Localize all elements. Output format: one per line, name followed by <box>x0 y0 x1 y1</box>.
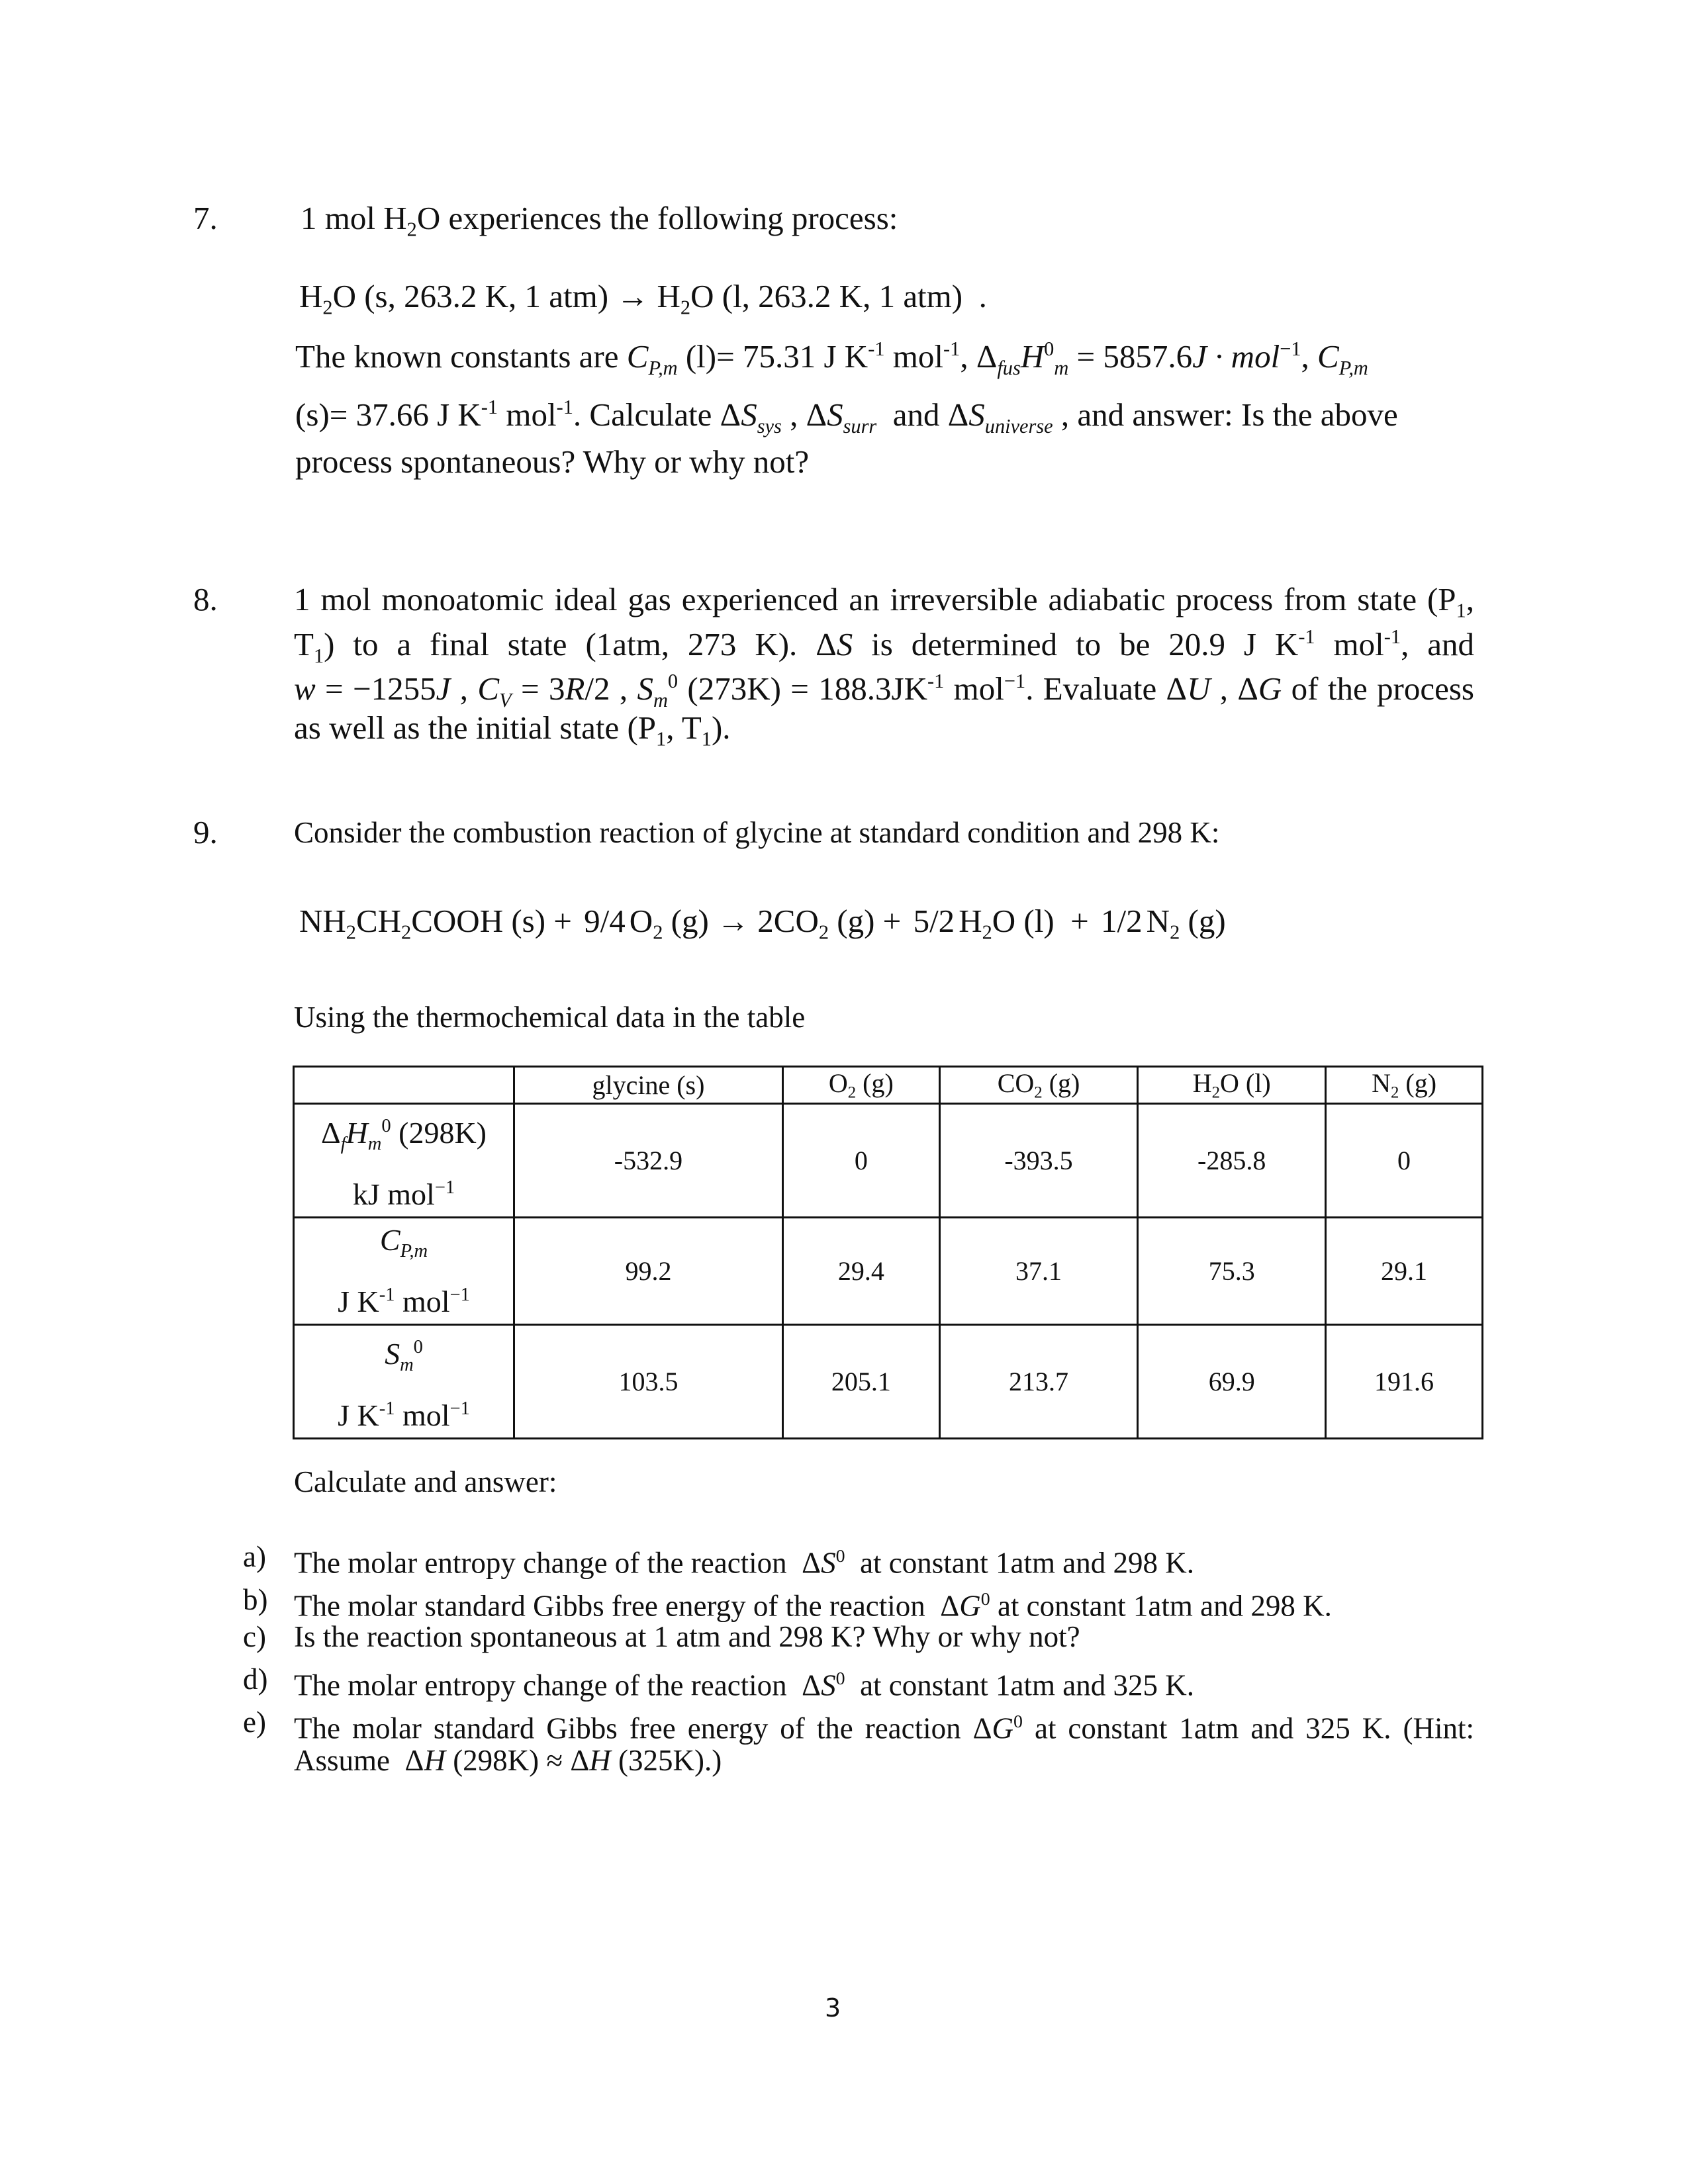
text-run: (g) <box>1180 903 1226 939</box>
text-run: of the process <box>1282 670 1474 707</box>
table-cell: -285.8 <box>1138 1103 1326 1217</box>
header-cell <box>939 1067 1138 1104</box>
i-text: H <box>424 1744 445 1777</box>
row-label <box>294 1217 514 1324</box>
text-run: (273K) = 188.3JK <box>678 670 927 707</box>
sub-text: 1 <box>701 727 712 751</box>
text-run: mol <box>395 1398 450 1433</box>
text-run: , and <box>1401 626 1475 663</box>
table-cell: 191.6 <box>1326 1324 1483 1438</box>
text-run: O (l) + <box>992 903 1098 939</box>
header-cell <box>782 1067 939 1104</box>
sup-text: -1 <box>943 338 961 360</box>
text-run: (l)= 75.31 J K <box>677 338 868 375</box>
table-cell: 213.7 <box>939 1324 1138 1438</box>
text-run: J K <box>338 1398 379 1433</box>
text-run: (g) <box>856 1068 894 1098</box>
question-text <box>294 1741 722 1780</box>
text-run: The molar standard Gibbs free energy of the reaction Δ <box>294 1711 992 1745</box>
text-run: . Calculate Δ <box>573 396 741 433</box>
text-run: , T <box>666 709 702 746</box>
text-run: /2 , <box>585 670 637 707</box>
text-run: Is the reaction spontaneous at 1 atm and 298 K? Why or why not? <box>294 1620 1080 1653</box>
i-text: H <box>589 1744 611 1777</box>
text-run: ). <box>711 709 731 746</box>
isub-text: fus <box>997 356 1021 379</box>
isub-text: f <box>340 1133 346 1154</box>
i-text: S <box>836 626 853 663</box>
isub-text: sys <box>757 414 782 437</box>
i-text: C <box>626 338 649 375</box>
text-run: (g) <box>1399 1068 1437 1098</box>
equation <box>299 277 987 319</box>
sub-text: 2 <box>346 921 356 944</box>
text-run: (s)= 37.66 J K <box>295 396 481 433</box>
i-text: S <box>637 670 653 707</box>
text-line <box>294 661 1474 711</box>
fraction: 1/2 <box>1101 903 1143 939</box>
text-run: mol <box>1315 626 1384 663</box>
table-cell: -393.5 <box>939 1103 1138 1217</box>
table-cell: 29.4 <box>782 1217 939 1324</box>
table-cell: 0 <box>1326 1103 1483 1217</box>
text-line <box>294 997 805 1037</box>
text-run: (298K) <box>391 1115 487 1150</box>
text-run: Assume Δ <box>294 1744 424 1777</box>
text-run: Consider the combustion reaction of glycine at standard condition and 298 K: <box>294 816 1220 849</box>
isub-text: P,m <box>400 1240 428 1261</box>
text-run: at constant 1atm and 325 K. <box>845 1668 1194 1702</box>
sub-text: 2 <box>1170 921 1180 944</box>
text-line <box>294 708 731 751</box>
sub-text: 2 <box>680 296 691 319</box>
sup-text: 0 <box>835 1668 845 1689</box>
i-text: w <box>294 670 316 707</box>
row-label <box>294 1324 514 1438</box>
text-run: is determined to be 20.9 J K <box>853 626 1299 663</box>
text-run: , <box>1466 581 1474 617</box>
sub-text: 2 <box>1390 1083 1399 1102</box>
table-cell: 205.1 <box>782 1324 939 1438</box>
sup-text: -1 <box>1298 625 1315 648</box>
text-run: N <box>1146 903 1170 939</box>
text-run: . Evaluate Δ <box>1025 670 1188 707</box>
calculate-label: Calculate and answer: <box>294 1465 557 1498</box>
sup-text: -1 <box>1383 625 1401 648</box>
isub-text: P,m <box>1338 356 1368 379</box>
sub-text: 2 <box>847 1083 857 1102</box>
text-run: mol <box>498 396 557 433</box>
text-run: glycine (s) <box>592 1069 705 1100</box>
i-text: S <box>827 396 843 433</box>
fraction: 9/4 <box>584 903 626 939</box>
text-run: (g) <box>1042 1068 1080 1098</box>
text-run: The molar standard Gibbs free energy of the reaction Δ <box>294 1589 960 1623</box>
sup-text: 0 <box>413 1336 423 1357</box>
table-cell: 69.9 <box>1138 1324 1326 1438</box>
text-run: = 3 <box>511 670 565 707</box>
text-run: , Δ <box>1210 670 1258 707</box>
text-run: = 5857.6 <box>1068 338 1193 375</box>
text-run: mol <box>884 338 943 375</box>
text-line <box>301 199 898 241</box>
isub-text: m <box>400 1355 414 1376</box>
question-text <box>294 1580 1332 1623</box>
sup-text: −1 <box>1004 670 1026 692</box>
i-text: S <box>821 1668 836 1702</box>
problem-number: 7. <box>193 200 218 236</box>
text-run: O (l) <box>1220 1068 1271 1098</box>
table-cell: 103.5 <box>514 1324 783 1438</box>
problem-number: 8. <box>193 581 218 617</box>
i-text: C <box>379 1222 400 1257</box>
text-run: at constant 1atm and 325 K. (Hint: <box>1023 1711 1474 1745</box>
table-row <box>294 1324 1483 1438</box>
sup-text: -1 <box>927 670 945 692</box>
text-run: O (l, 263.2 K, 1 atm) . <box>690 278 987 314</box>
question-label: a) <box>243 1540 266 1573</box>
sup-text: −1 <box>449 1398 470 1420</box>
text-run: 1 mol monoatomic ideal gas experienced an irreversible adiabatic process from state (P <box>294 581 1456 617</box>
text-line <box>294 580 1474 622</box>
i-text: G <box>959 1589 981 1623</box>
text-run: T <box>294 626 314 663</box>
question-label: b) <box>243 1583 268 1616</box>
text-run: N <box>1372 1068 1391 1098</box>
isub-text: m <box>1054 356 1069 379</box>
table-header-row <box>294 1067 1483 1104</box>
page-number: 3 <box>825 1993 841 2023</box>
table-cell: 37.1 <box>939 1217 1138 1324</box>
header-cell <box>1138 1067 1326 1104</box>
header-cell <box>1326 1067 1483 1104</box>
row-label <box>294 1103 514 1217</box>
text-run: at constant 1atm and 298 K. <box>845 1546 1194 1580</box>
i-text: C <box>477 670 500 707</box>
table-cell: 0 <box>782 1103 939 1217</box>
fraction: 5/2 <box>913 903 955 939</box>
sub-text: 2 <box>982 921 992 944</box>
i-text: S <box>968 396 985 433</box>
text-run: kJ mol <box>352 1177 435 1211</box>
text-run: O experiences the following process: <box>416 200 898 236</box>
i-text: C <box>1317 338 1339 375</box>
text-run: (g) → 2CO <box>663 903 819 939</box>
text-line <box>294 813 1219 852</box>
question-label: e) <box>243 1706 266 1739</box>
text-run: mol <box>395 1284 450 1318</box>
isub-text: m <box>653 688 668 711</box>
sub-text: 1 <box>1456 599 1466 622</box>
i-text: S <box>385 1337 400 1371</box>
sup-text: -1 <box>868 338 885 360</box>
text-run: = −1255 <box>315 670 436 707</box>
table-row <box>294 1217 1483 1324</box>
sub-text: 2 <box>1034 1083 1043 1102</box>
text-run: J K <box>338 1284 379 1318</box>
text-run: H <box>299 278 323 314</box>
question-text <box>294 1537 1194 1580</box>
text-line <box>294 617 1475 667</box>
sub-text: 2 <box>322 296 333 319</box>
text-line <box>295 442 809 482</box>
text-run: at constant 1atm and 298 K. <box>990 1589 1332 1623</box>
i-text: J <box>436 670 451 707</box>
thermo-data-table <box>293 1066 1483 1439</box>
i-text: S <box>821 1546 836 1580</box>
reaction-equation <box>299 901 1226 944</box>
i-text: J · mol <box>1192 338 1280 375</box>
text-run: CH <box>355 903 402 939</box>
question-label: d) <box>243 1662 268 1696</box>
text-run: (325K).) <box>610 1744 722 1777</box>
text-line <box>295 387 1398 437</box>
sup-text: -1 <box>481 396 498 418</box>
sub-text: 1 <box>313 644 324 667</box>
text-run: (298K) ≈ Δ <box>445 1744 590 1777</box>
sup-text: 0 <box>667 670 679 692</box>
isub-text: V <box>499 688 512 711</box>
question-text <box>294 1617 1080 1657</box>
sup-text: −1 <box>1280 338 1301 360</box>
text-run: ) to a final state (1atm, 273 K). Δ <box>324 626 837 663</box>
sub-text: 2 <box>653 921 663 944</box>
i-text: U <box>1187 670 1211 707</box>
table-cell: 75.3 <box>1138 1217 1326 1324</box>
isub-text: m <box>367 1133 382 1154</box>
sub-text: 1 <box>656 727 667 751</box>
sup-text: -1 <box>379 1398 395 1420</box>
isub-text: P,m <box>648 356 678 379</box>
sup-text: 0 <box>381 1115 391 1136</box>
isub-text: surr <box>843 414 877 437</box>
text-run: 1 mol H <box>301 200 407 236</box>
i-text: H <box>1020 338 1045 375</box>
isub-text: universe <box>984 414 1053 437</box>
text-run: , Δ <box>960 338 998 375</box>
sup-text: 0 <box>980 1589 990 1610</box>
text-run: H <box>959 903 982 939</box>
sub-text: 2 <box>818 921 829 944</box>
sub-text: 2 <box>1211 1083 1221 1102</box>
sup-text: -1 <box>379 1284 395 1305</box>
text-run: and Δ <box>876 396 969 433</box>
text-run: O <box>828 1068 848 1098</box>
text-run: Δ <box>321 1115 341 1150</box>
sup-text: 0 <box>835 1546 845 1567</box>
text-run: The molar entropy change of the reaction Δ <box>294 1546 821 1580</box>
sup-text: −1 <box>434 1177 455 1198</box>
sup-text: 0 <box>1044 338 1055 360</box>
sup-text: -1 <box>556 396 573 418</box>
text-run: COOH (s) + <box>411 903 581 939</box>
text-run: The molar entropy change of the reaction Δ <box>294 1668 821 1702</box>
question-text <box>294 1702 1474 1745</box>
sub-text: 2 <box>406 218 417 241</box>
header-cell <box>294 1067 514 1104</box>
text-run: O (s, 263.2 K, 1 atm) → H <box>332 278 680 314</box>
i-text: R <box>565 670 585 707</box>
question-text <box>294 1659 1194 1702</box>
table-row <box>294 1103 1483 1217</box>
sup-text: −1 <box>449 1284 470 1305</box>
text-run: The known constants are <box>295 338 627 375</box>
text-run: , Δ <box>781 396 827 433</box>
text-run: O <box>629 903 653 939</box>
text-run: (g) + <box>829 903 910 939</box>
sup-text: 0 <box>1013 1711 1023 1732</box>
i-text: H <box>346 1115 368 1150</box>
i-text: S <box>741 396 757 433</box>
text-run: as well as the initial state (P <box>294 709 657 746</box>
text-run: , and answer: Is the above <box>1053 396 1398 433</box>
text-run: , <box>450 670 478 707</box>
i-text: G <box>1258 670 1282 707</box>
table-cell: 99.2 <box>514 1217 783 1324</box>
text-run: NH <box>299 903 346 939</box>
header-cell <box>514 1067 783 1104</box>
text-run: process spontaneous? Why or why not? <box>295 443 810 480</box>
text-run: CO <box>997 1068 1035 1098</box>
question-label: c) <box>243 1620 266 1653</box>
table-cell: 29.1 <box>1326 1217 1483 1324</box>
sub-text: 2 <box>401 921 412 944</box>
text-run: mol <box>944 670 1004 707</box>
text-run: Using the thermochemical data in the table <box>294 1001 806 1034</box>
text-line <box>295 329 1368 379</box>
text-run: H <box>1192 1068 1212 1098</box>
text-run: , <box>1301 338 1318 375</box>
i-text: G <box>992 1711 1014 1745</box>
problem-number: 9. <box>193 814 218 850</box>
table-cell: -532.9 <box>514 1103 783 1217</box>
